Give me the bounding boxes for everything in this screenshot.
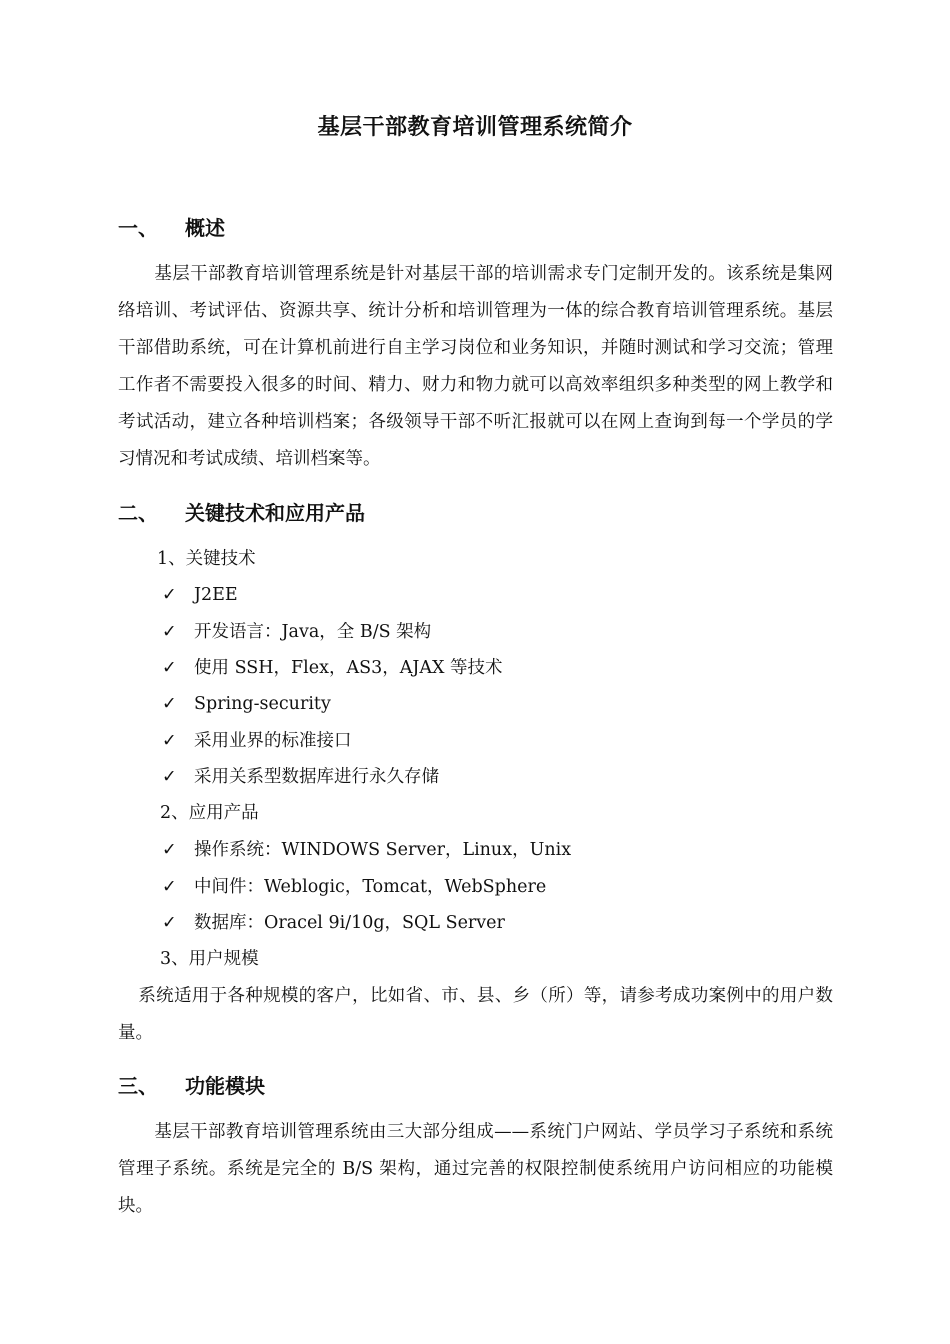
list-item: ✓ 数据库：Oracel 9i/10g，SQL Server [162, 913, 505, 933]
section-3-paragraph [118, 1114, 833, 1225]
list-item: ✓ 采用业界的标准接口 [162, 731, 352, 751]
section-1-paragraph-text: 基层干部教育培训管理系统是针对基层干部的培训需求专门定制开发的。该系统是集网络培训、考试评估、资源共享、统计分析和培训管理为一体的综合教育培训管理系统。基层干部借助系统，可在计算机前进行自主学习岗位和业务知识，并随时测试和学习交流；管理工作者不需要投入很多的时间、精力、财力和物力就可以高效率组织多种类型的网上教学和考试活动，建立各种培训档案；各级领导干部不听汇报就可以在网上查询到每一个学员的学习情况和考试成绩、培训档案等。 [118, 264, 833, 469]
list-item: ✓ Spring-security [162, 694, 331, 714]
check-icon: ✓ [162, 913, 177, 933]
document-title: 基层干部教育培训管理系统简介 [317, 114, 633, 140]
section-1-title: 概述 [185, 216, 225, 240]
user-scale-text: 系统适用于各种规模的客户，比如省、市、县、乡（所）等，请参考成功案例中的用户数量。 [118, 986, 833, 1043]
check-icon: ✓ [162, 840, 177, 860]
list-item: ✓ J2EE [162, 585, 238, 605]
section-2-heading [118, 497, 365, 526]
section-1-number: 一、 [118, 216, 158, 240]
section-3-number: 三、 [118, 1074, 158, 1098]
section-3-heading [118, 1070, 265, 1099]
check-icon: ✓ [162, 585, 177, 605]
subheading-products: 2、应用产品 [160, 803, 259, 823]
check-icon: ✓ [162, 658, 177, 678]
section-3-paragraph-text: 基层干部教育培训管理系统由三大部分组成——系统门户网站、学员学习子系统和系统管理子系统。系统是完全的 B/S 架构，通过完善的权限控制使系统用户访问相应的功能模块。 [118, 1122, 833, 1216]
list-item: ✓ 中间件：Weblogic，Tomcat，WebSphere [162, 877, 547, 897]
user-scale-paragraph [118, 978, 833, 1052]
list-item: ✓ 采用关系型数据库进行永久存储 [162, 767, 439, 787]
list-item: ✓ 操作系统：WINDOWS Server，Linux，Unix [162, 840, 572, 860]
section-3-title: 功能模块 [185, 1074, 265, 1098]
section-2-title: 关键技术和应用产品 [185, 501, 365, 525]
section-1-heading [118, 212, 225, 241]
check-icon: ✓ [162, 622, 177, 642]
check-icon: ✓ [162, 877, 177, 897]
section-1-paragraph [118, 256, 833, 478]
list-item: ✓ 开发语言：Java，全 B/S 架构 [162, 622, 432, 642]
list-item: ✓ 使用 SSH，Flex，AS3，AJAX 等技术 [162, 658, 503, 678]
check-icon: ✓ [162, 731, 177, 751]
section-2-number: 二、 [118, 501, 158, 525]
check-icon: ✓ [162, 694, 177, 714]
subheading-key-tech: 1、关键技术 [157, 549, 256, 569]
check-icon: ✓ [162, 767, 177, 787]
subheading-user-scale: 3、用户规模 [160, 949, 259, 969]
